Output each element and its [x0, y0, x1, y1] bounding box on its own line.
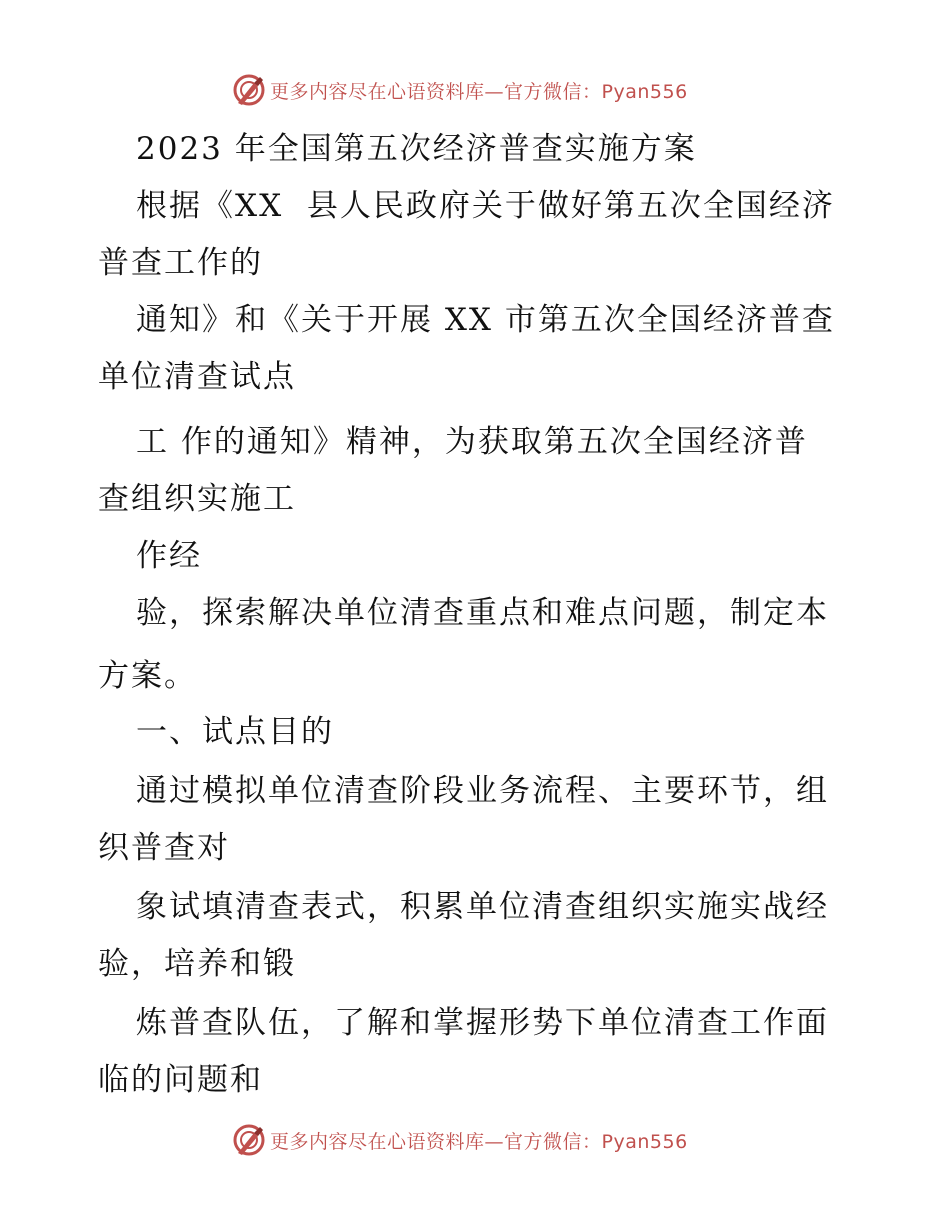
paragraph-line: 验，探索解决单位清查重点和难点问题，制定本	[136, 595, 829, 631]
paragraph-line: 验，培养和锻	[98, 946, 296, 982]
paragraph-line: 炼普查队伍，了解和掌握形势下单位清查工作面	[136, 1005, 829, 1041]
pen-logo-icon	[232, 73, 266, 107]
paragraph-line: 通知》和《关于开展 XX 市第五次全国经济普查	[136, 302, 835, 338]
paragraph-line: 通过模拟单位清查阶段业务流程、主要环节，组	[136, 773, 829, 809]
paragraph-line: 根据《XX 县人民政府关于做好第五次全国经济	[136, 188, 835, 224]
pen-logo-icon	[232, 1123, 266, 1157]
paragraph-line: 织普查对	[98, 830, 230, 866]
watermark-header	[232, 72, 688, 108]
paragraph-line: 临的问题和	[98, 1062, 263, 1098]
watermark-text: 更多内容尽在心语资料库—官方微信：Pyan556	[270, 1130, 688, 1153]
watermark-text: 更多内容尽在心语资料库—官方微信：Pyan556	[270, 80, 688, 103]
paragraph-line: 工 作的通知》精神，为获取第五次全国经济普	[136, 424, 808, 460]
paragraph-line: 普查工作的	[98, 245, 263, 281]
section-heading: 一、试点目的	[136, 714, 334, 750]
paragraph-line: 方案。	[98, 658, 197, 694]
watermark-wechat-id: Pyan556	[601, 80, 688, 103]
watermark-wechat-id: Pyan556	[601, 1130, 688, 1153]
paragraph-line: 查组织实施工	[98, 481, 296, 517]
paragraph-line: 作经	[136, 538, 202, 574]
document-title: 2023 年全国第五次经济普查实施方案	[136, 131, 697, 167]
watermark-footer	[232, 1122, 688, 1158]
paragraph-line: 象试填清查表式，积累单位清查组织实施实战经	[136, 889, 829, 925]
paragraph-line: 单位清查试点	[98, 359, 296, 395]
